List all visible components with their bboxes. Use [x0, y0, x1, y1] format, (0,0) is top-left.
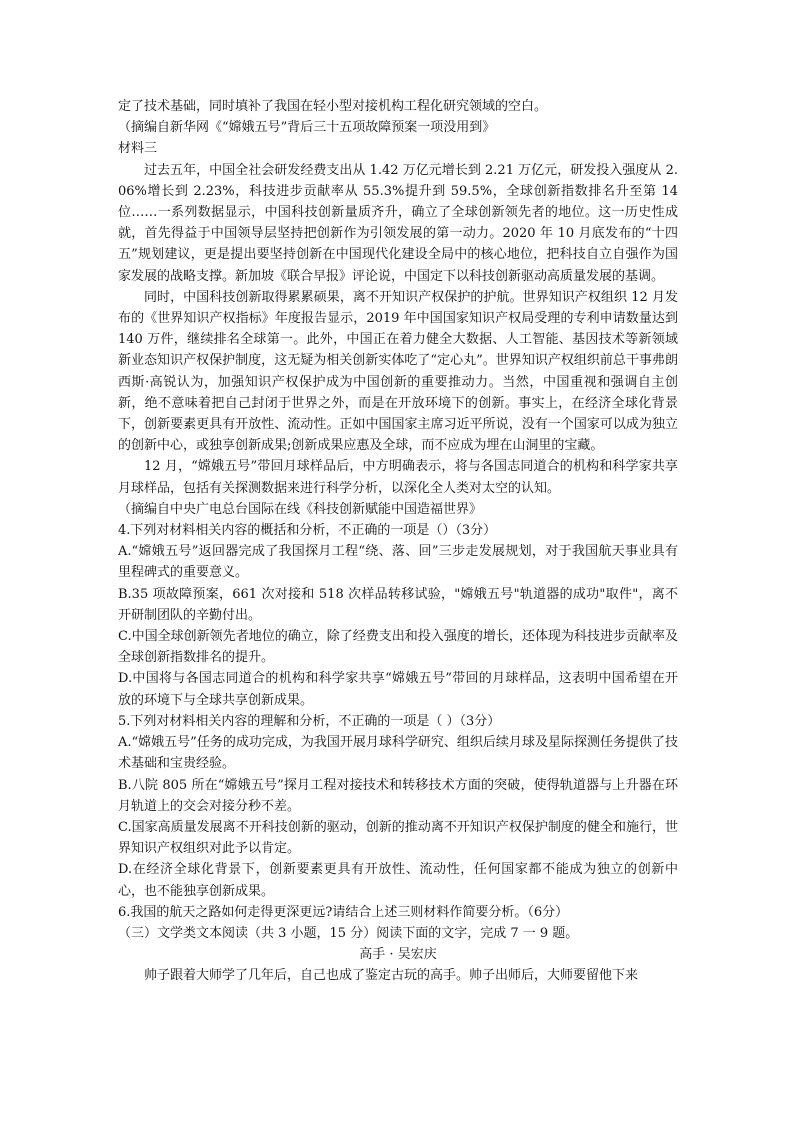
question-4-option-c: C.中国全球创新领先者地位的确立，除了经费支出和投入强度的增长，还体现为科技进步贡献率及全球创新指数排名的提升。 — [118, 629, 678, 666]
material-three-paragraph-2: 同时，中国科技创新取得累累硕果，离不开知识产权保护的护航。世界知识产权组织 12 月发布的《世界知识产权指标》年度报告显示，2019 年中国国家知识产权局受理的专利申请数量达到 140 万件，继续排名全球第一。此外，中国正在着力健全大数据、人工智能、基因技术等新领域新业态知识产权保护制度，这无疑为相关创新实体吃了“定心丸”。世界知识产权组织前总干事弗朗西斯·高锐认为，加强知识产权保护成为中国创新的重要推动力。当然，中国重视和强调自主创新，绝不意味着把自己封闭于世界之外，而是在开放环境下的创新。事实上，在经济全球化背景下，创新要素更具有开放性、流动性。正如中国国家主席习近平所说，没有一个国家可以成为独立的创新中心，或独享创新成果;创新成果应惠及全球，而不应成为埋在山洞里的宝藏。 — [118, 289, 678, 454]
source-citation-1: （摘编自新华网《“嫦娥五号”背后三十五项故障预案一项没用到》 — [118, 120, 496, 136]
document-body — [118, 96, 678, 987]
question-5-option-a: A.“嫦娥五号”任务的成功完成，为我国开展月球科学研究、组织后续月球及星际探测任务提供了技术基础和宝贵经验。 — [118, 735, 678, 772]
question-5-option-d: D.在经济全球化背景下，创新要素更具有开放性、流动性，任何国家都不能成为独立的创新中心，也不能独享创新成果。 — [118, 862, 678, 899]
question-5-option-c: C.国家高质量发展离不开科技创新的驱动，创新的推动离不开知识产权保护制度的健全和施行，世界知识产权组织对此予以肯定。 — [118, 819, 678, 857]
question-4-option-b: B.35 项故障预案，661 次对接和 518 次样品转移试验，"嫦娥五号"轨道器的成功"取件"，离不开研制团队的辛勤付出。 — [118, 586, 678, 623]
question-4-option-d: D.中国将与各国志同道合的机构和科学家共享“嫦娥五号”带回的月球样品，这表明中国希望在开放的环境下与全球共享创新成果。 — [118, 671, 678, 708]
question-4: 4.下列对材料相关内容的概括和分析，不正确的一项是（）（3分） — [118, 523, 497, 539]
question-5: 5.下列对材料相关内容的理解和分析，不正确的一项是（ ）（3分） — [118, 713, 501, 729]
text-line-1: 定了技术基础，同时填补了我国在轻小型对接机构工程化研究领域的空白。 — [118, 99, 548, 114]
material-three-paragraph-3: 12 月，“嫦娥五号”带回月球样品后，中方明确表示，将与各国志同道合的机构和科学家共享月球样品，包括有关探测数据来进行科学分析，以深化全人类对太空的认知。 — [118, 459, 678, 496]
question-5-option-b: B.八院 805 所在“嫦娥五号”探月工程对接技术和转移技术方面的突破，使得轨道器与上升器在环月轨道上的交会对接分秒不差。 — [118, 777, 678, 814]
question-6: 6.我国的航天之路如何走得更深更远?请结合上述三则材料作简要分析。（6分） — [118, 904, 569, 920]
material-three-heading: 材料三 — [118, 141, 158, 157]
story-paragraph-1: 帅子跟着大师学了几年后，自己也成了鉴定古玩的高手。帅子出师后，大师要留他下来 — [144, 968, 639, 984]
question-4-option-a: A.“嫦娥五号”返回器完成了我国探月工程“绕、落、回”三步走发展规划，对于我国航天事业具有里程碑式的重要意义。 — [118, 544, 678, 581]
source-citation-2: （摘编自中央广电总台国际在线《科技创新赋能中国造福世界》 — [118, 501, 483, 517]
story-title: 高手 · 吴宏庆 — [359, 947, 437, 963]
section-three-heading: （三）文学类文本阅读（共 3 小题，15 分）阅读下面的文字，完成 7 一 9 题。 — [118, 925, 579, 941]
material-three-paragraph-1: 过去五年，中国全社会研发经费支出从 1.42 万亿元增长到 2.21 万亿元，研发投入强度从 2.06%增长到 2.23%，科技进步贡献率从 55.3%提升到 59.5%，全球创新指数排名升至第 14 位……一系列数据显示，中国科技创新量质齐升，确立了全球创新领先者的地位。这一历史性成就，首先得益于中国领导层坚持把创新作为引领发展的第一动力。2020 年 10 月底发布的“十四五”规划建议，更是提出要坚持创新在中国现代化建设全局中的核心地位，把科技自立自强作为国家发展的战略支撑。新加坡《联合早报》评论说，中国定下以科技创新驱动高质量发展的基调。 — [118, 162, 678, 284]
